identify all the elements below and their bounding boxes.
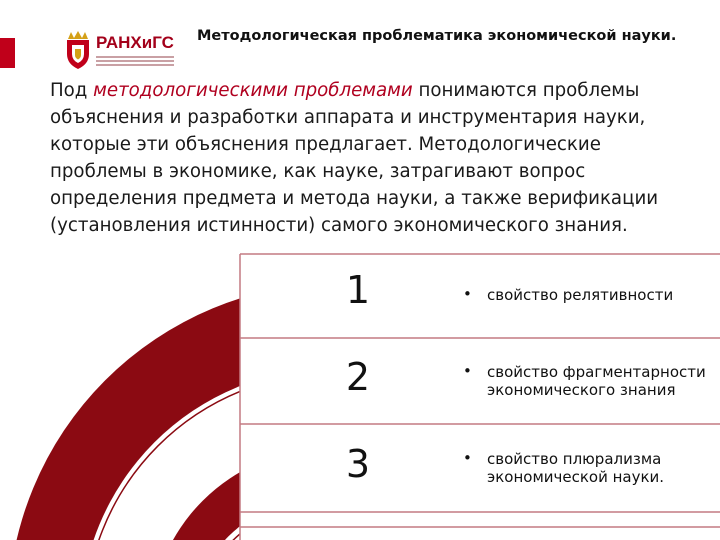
bullet-icon: •: [463, 362, 472, 380]
paragraph-line: которые эти объяснения предлагает. Методологические: [50, 134, 601, 155]
outer-arc: [8, 283, 672, 540]
paragraph-line: [50, 77, 705, 104]
logo-subline: [96, 60, 174, 62]
paragraph-line-rest: понимаются проблемы: [412, 80, 640, 101]
paragraph-line: проблемы в экономике, как науке, затрагивают вопрос: [50, 161, 586, 182]
logo-subline: [96, 64, 174, 66]
property-number: 2: [345, 355, 371, 399]
property-text-line: свойство фрагментарности: [487, 363, 706, 381]
ranepa-logo: [64, 30, 196, 70]
accent-bar: [0, 38, 15, 68]
bullet-icon: •: [463, 285, 472, 303]
definition-paragraph: [50, 77, 705, 239]
property-text-line: экономической науки.: [487, 468, 665, 486]
paragraph-line: (установления истинности) самого экономического знания.: [50, 215, 628, 236]
property-text: [487, 450, 719, 486]
paragraph-prefix: Под: [50, 80, 94, 101]
property-text: [487, 363, 719, 399]
bullet-icon: •: [463, 449, 472, 467]
paragraph-line: объяснения и разработки аппарата и инструментария науки,: [50, 107, 646, 128]
logo-text: РАНХиГС: [96, 33, 174, 52]
property-number: 1: [345, 268, 371, 312]
emblem-icon: [64, 30, 92, 70]
property-text-line: свойство релятивности: [487, 286, 674, 304]
logo-subline: [96, 56, 174, 58]
slide-title: Методологическая проблематика экономической науки.: [197, 28, 677, 44]
paragraph-line: определения предмета и метода науки, а также верификации: [50, 188, 659, 209]
property-text-line: экономического знания: [487, 381, 676, 399]
property-text: [487, 286, 719, 304]
property-text-line: свойство плюрализма: [487, 450, 662, 468]
highlighted-term: методологическими проблемами: [93, 80, 413, 101]
property-number: 3: [345, 442, 371, 486]
properties-diagram: [0, 250, 720, 540]
